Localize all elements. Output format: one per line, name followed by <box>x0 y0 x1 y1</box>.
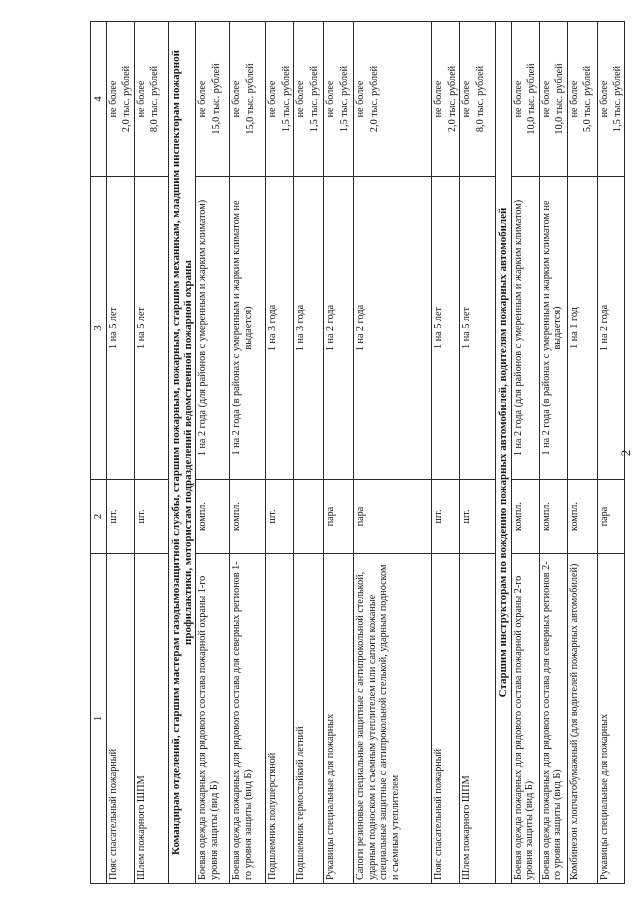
unit-cell: шт. <box>134 480 168 554</box>
cost-value: 1,5 тыс. рублей <box>280 65 292 133</box>
table-row <box>460 22 496 884</box>
cost-label: не более <box>295 80 307 118</box>
section-heading: Старшим инструкторам по вождению пожарных автомобилей, водителям пожарных автомобилей <box>496 22 511 884</box>
table-row <box>354 22 432 884</box>
table-row <box>107 22 135 884</box>
cost-value: 2,0 тыс. рублей <box>446 65 458 133</box>
header-cell: 2 <box>91 480 107 554</box>
cost-label: не более <box>355 80 367 118</box>
unit-cell: компл. <box>567 480 597 554</box>
cost-cell <box>539 22 567 177</box>
cost-label: не более <box>512 80 524 118</box>
period-cell: 1 на 5 лет <box>432 177 460 480</box>
cost-label: не более <box>325 80 337 118</box>
period-cell: 1 на 2 года <box>354 177 432 480</box>
table-row <box>324 22 354 884</box>
cost-cell <box>460 22 496 177</box>
cost-label: не более <box>461 80 473 118</box>
period-cell: 1 на 5 лет <box>107 177 135 480</box>
unit-cell: шт. <box>432 480 460 554</box>
cost-value: 8,0 тыс. рублей <box>149 65 161 133</box>
cost-cell <box>107 22 135 177</box>
item-name-cell: Рукавицы специальные для пожарных <box>324 554 354 884</box>
table-row <box>266 22 294 884</box>
item-name-cell: Боевая одежда пожарных для рядового состава пожарной охраны 1-го уровня защиты (вид Б) <box>196 554 230 884</box>
table-row <box>294 22 324 884</box>
cost-label: не более <box>598 80 610 118</box>
period-cell: 1 на 5 лет <box>134 177 168 480</box>
cost-cell <box>354 22 432 177</box>
cost-value: 1,5 тыс. рублей <box>308 65 320 133</box>
cost-cell <box>511 22 539 177</box>
cost-value: 15,0 тыс. рублей <box>244 63 256 135</box>
cost-label: не более <box>108 80 119 118</box>
table-row <box>196 22 230 884</box>
cost-cell <box>294 22 324 177</box>
period-cell: 1 на 2 года (в районах с умеренным и жарким климатом не выдается) <box>539 177 567 480</box>
page-number: 2 <box>618 449 633 457</box>
cost-value: 10,0 тыс. рублей <box>526 63 538 135</box>
period-cell: 1 на 5 лет <box>460 177 496 480</box>
cost-value: 10,0 тыс. рублей <box>554 63 566 135</box>
equipment-table <box>90 21 625 884</box>
cost-cell <box>324 22 354 177</box>
cost-label: не более <box>231 80 243 118</box>
section-heading: Командирам отделений, старшим мастерам газодымозащитной службы, старшим пожарным, пожарным, старшим механикам, младшим инспекторам пожарной профилактики, мотористам подразделений ведомственной пожарной охраны <box>168 22 196 884</box>
cost-cell <box>196 22 230 177</box>
cost-cell <box>432 22 460 177</box>
period-cell: 1 на 2 года (для районов с умеренным и жарким климатом) <box>196 177 230 480</box>
item-name-cell: Комбинезон хлопчатобумажный (для водителей пожарных автомобилей) <box>567 554 597 884</box>
item-name-cell: Подшлемник полушерстяной <box>266 554 294 884</box>
item-name-cell: Рукавицы специальные для пожарных <box>597 554 625 884</box>
unit-cell: компл. <box>196 480 230 554</box>
period-cell: 1 на 2 года <box>324 177 354 480</box>
section-row <box>496 22 511 884</box>
unit-cell: пара <box>324 480 354 554</box>
header-row <box>91 22 107 884</box>
item-name-cell: Боевая одежда пожарных для рядового состава для северных регионов 1-го уровня защиты (вид Б) <box>230 554 266 884</box>
item-name-cell: Сапоги резиновые специальные защитные с антипрокольной стелькой, ударным подноском и съемным утеплителем или сапоги кожаные специальные защитные с антипрокольной стелькой, ударным подноском и съемным утеплителем <box>354 554 432 884</box>
cost-value: 5,0 тыс. рублей <box>582 65 594 133</box>
unit-cell: пара <box>597 480 625 554</box>
section-row <box>168 22 196 884</box>
cost-value: 1,5 тыс. рублей <box>338 65 350 133</box>
cost-value: 2,0 тыс. рублей <box>121 65 133 133</box>
cost-value: 8,0 тыс. рублей <box>474 65 486 133</box>
cost-value: 1,5 тыс. рублей <box>612 65 624 133</box>
table-row <box>511 22 539 884</box>
item-name-cell: Шлем пожарного ШПМ <box>460 554 496 884</box>
item-name-cell: Пояс спасательный пожарный <box>107 554 135 884</box>
cost-label: не более <box>267 80 279 118</box>
cost-label: не более <box>540 80 552 118</box>
header-cell: 3 <box>91 177 107 480</box>
cost-label: не более <box>433 80 445 118</box>
period-cell: 1 на 2 года (для районов с умеренным и жарким климатом) <box>511 177 539 480</box>
period-cell: 1 на 2 года <box>597 177 625 480</box>
item-name-cell: Подшлемник термостойкий летний <box>294 554 324 884</box>
unit-cell: компл. <box>230 480 266 554</box>
cost-cell <box>266 22 294 177</box>
cost-label: не более <box>568 80 580 118</box>
cost-label: не более <box>197 80 209 118</box>
table-row <box>134 22 168 884</box>
unit-cell: шт. <box>460 480 496 554</box>
period-cell: 1 на 3 года <box>294 177 324 480</box>
cost-cell <box>567 22 597 177</box>
unit-cell: компл. <box>511 480 539 554</box>
table-row <box>432 22 460 884</box>
table-row <box>539 22 567 884</box>
item-name-cell: Шлем пожарного ШПМ <box>134 554 168 884</box>
cost-label: не более <box>135 80 147 118</box>
cost-value: 2,0 тыс. рублей <box>368 65 380 133</box>
cost-cell <box>134 22 168 177</box>
rotated-content <box>90 22 640 884</box>
cost-value: 15,0 тыс. рублей <box>210 63 222 135</box>
period-cell: 1 на 3 года <box>266 177 294 480</box>
cost-cell <box>230 22 266 177</box>
unit-cell: пара <box>354 480 432 554</box>
table-row <box>230 22 266 884</box>
unit-cell: компл. <box>539 480 567 554</box>
unit-cell: шт. <box>266 480 294 554</box>
table-body <box>91 22 625 884</box>
unit-cell <box>294 480 324 554</box>
item-name-cell: Боевая одежда пожарных для рядового состава пожарной охраны 2-го уровня защиты (вид Б) <box>511 554 539 884</box>
period-cell: 1 на 2 года (в районах с умеренным и жарким климатом не выдается) <box>230 177 266 480</box>
header-cell: 1 <box>91 554 107 884</box>
table-row <box>567 22 597 884</box>
item-name-cell: Пояс спасательный пожарный <box>432 554 460 884</box>
unit-cell: шт. <box>107 480 135 554</box>
header-cell: 4 <box>91 22 107 177</box>
period-cell: 1 на 1 год <box>567 177 597 480</box>
item-name-cell: Боевая одежда пожарных для рядового состава для северных регионов 2-го уровня защиты (вид Б) <box>539 554 567 884</box>
